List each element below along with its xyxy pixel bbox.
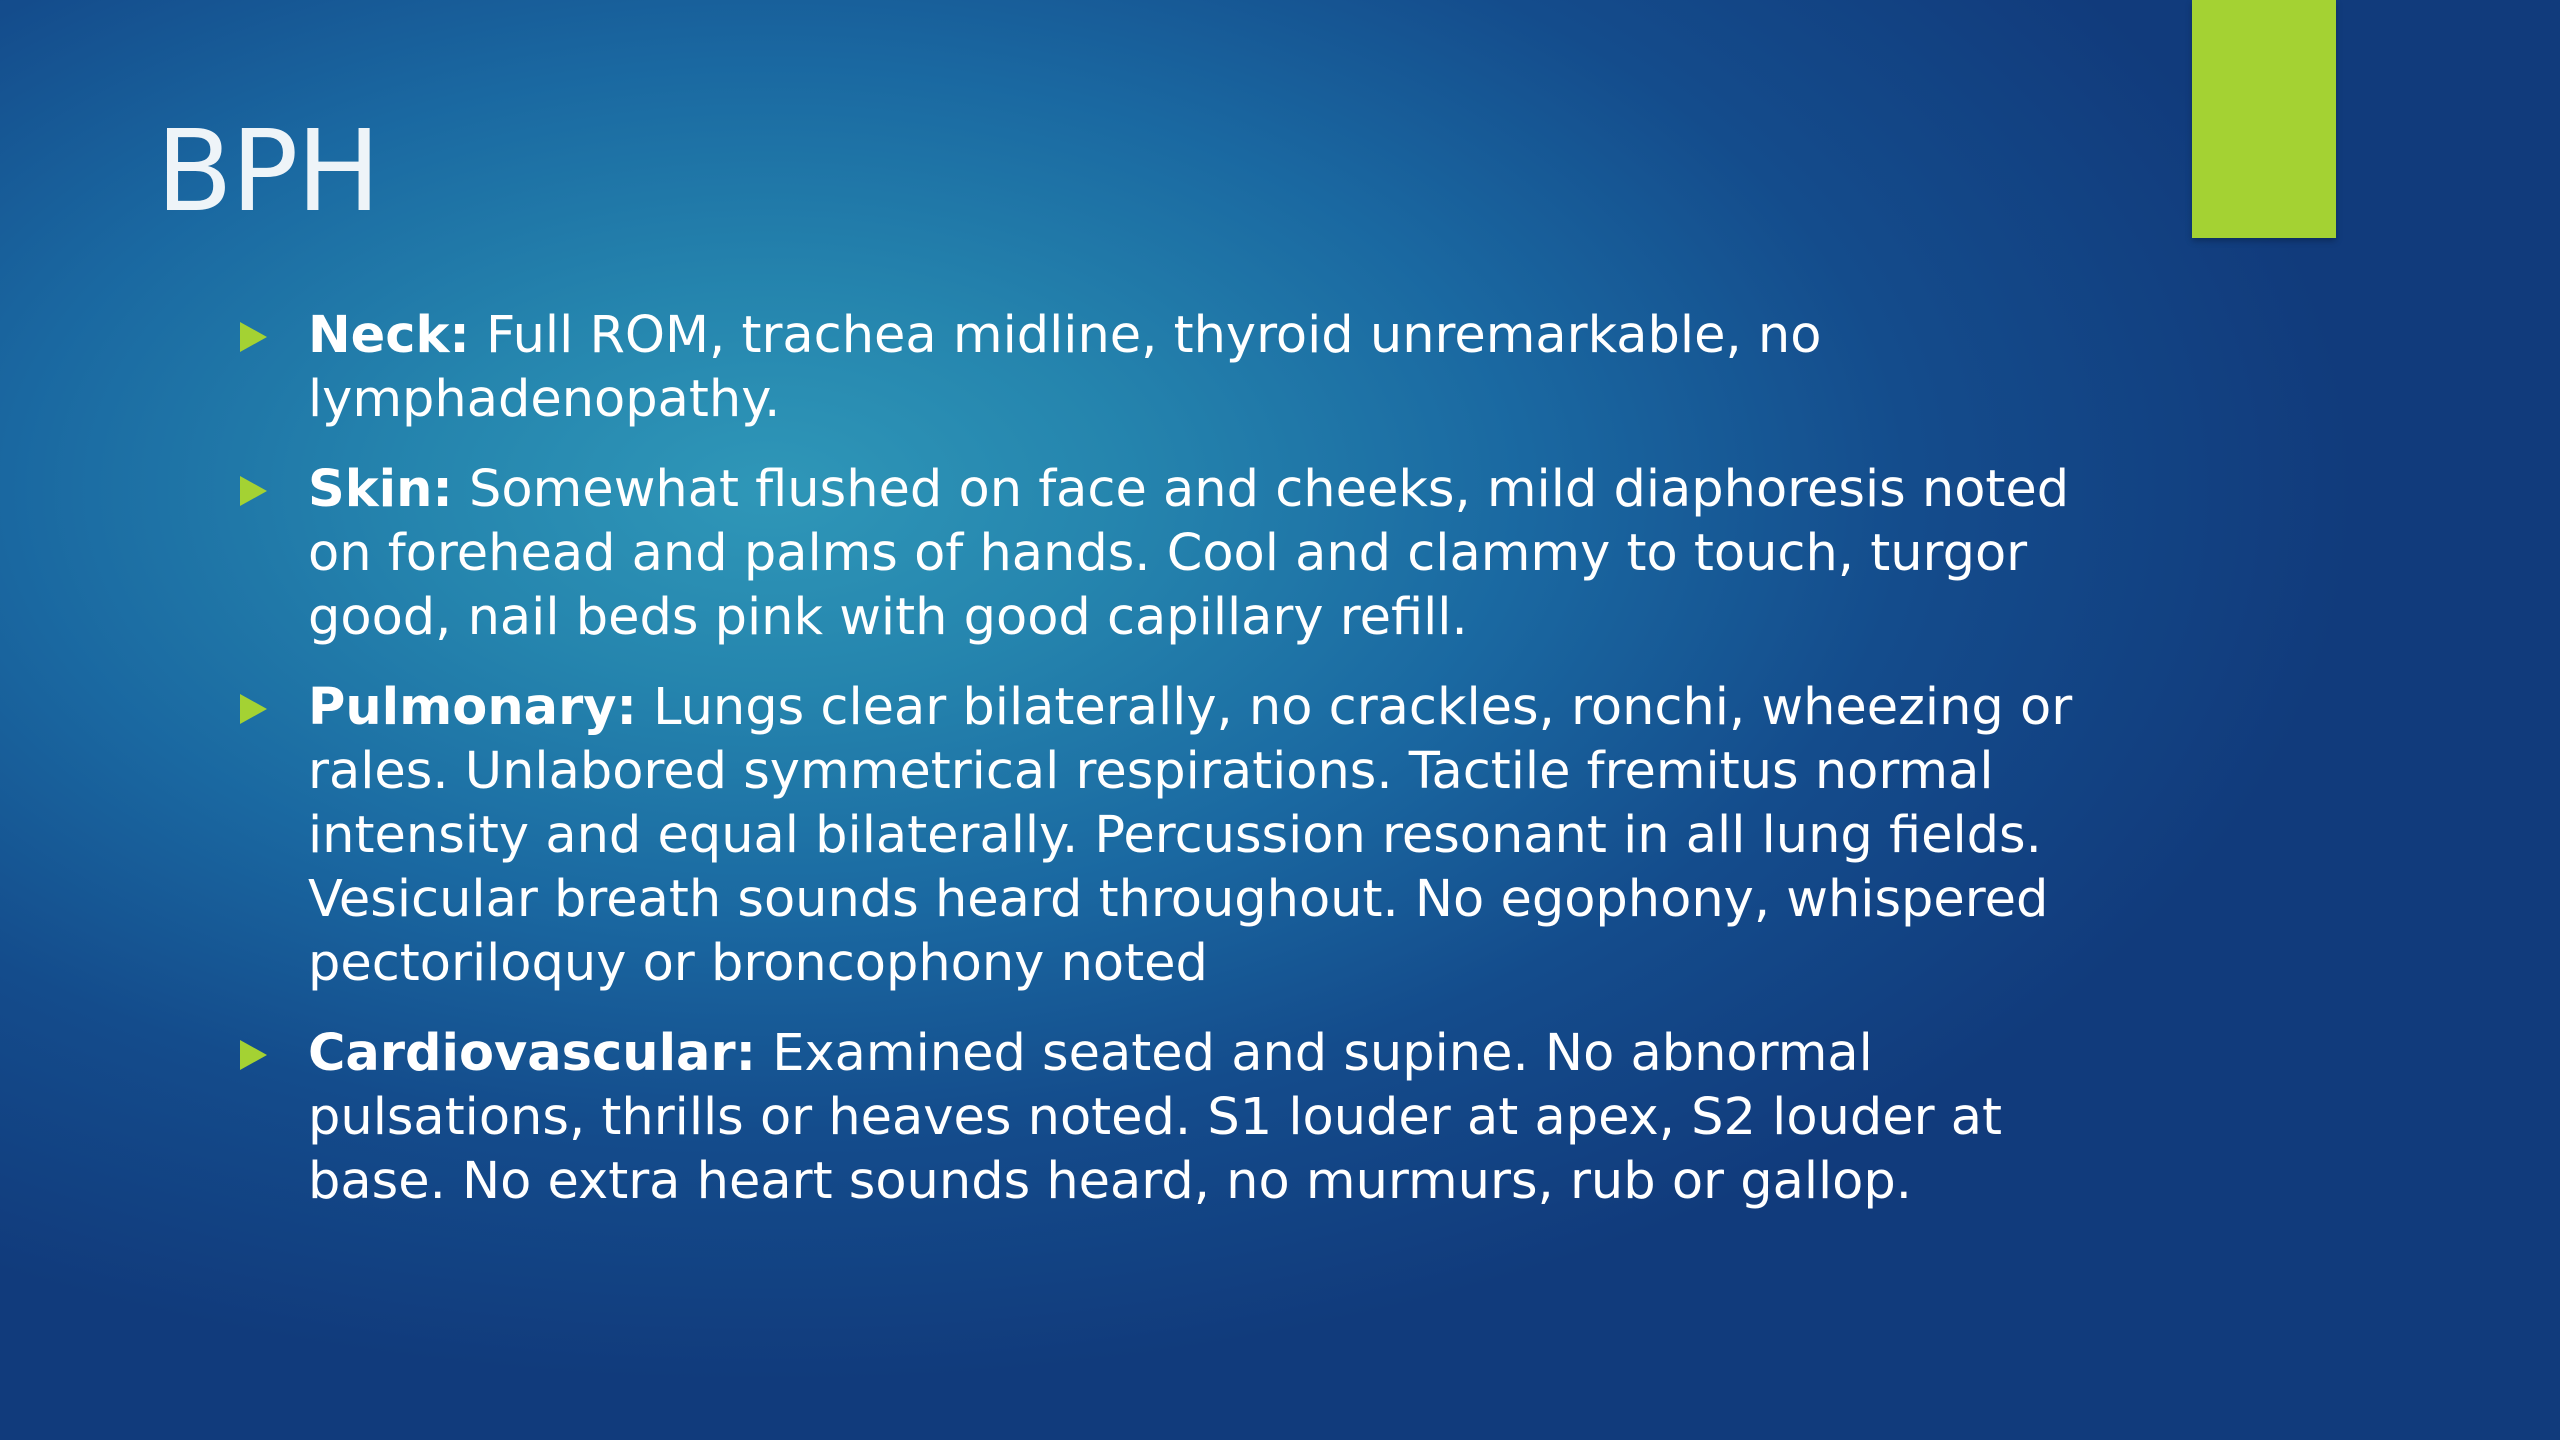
bullet-label: Cardiovascular: — [308, 1024, 757, 1083]
bullet-arrow-icon — [240, 694, 267, 724]
bullet-arrow-icon — [240, 476, 267, 506]
accent-bar — [2192, 0, 2336, 238]
bullet-text: Full ROM, trachea midline, thyroid unremarkable, no lymphadenopathy. — [308, 306, 1822, 429]
bullet-arrow-icon — [240, 1040, 267, 1070]
bullet-label: Neck: — [308, 306, 470, 365]
bullet-text: Examined seated and supine. No abnormal pulsations, thrills or heaves noted. S1 louder at apex, S2 louder at base. No extra heart sounds heard, no murmurs, rub or gallop. — [308, 1024, 2003, 1211]
bullet-list — [236, 304, 2146, 1240]
bullet-text: Lungs clear bilaterally, no crackles, ronchi, wheezing or rales. Unlabored symmetrical respirations. Tactile fremitus normal intensity and equal bilaterally. Percussion resonant in all lung fields. Vesicular breath sounds heard throughout. No egophony, whispered pectoriloquy or broncophony noted — [308, 678, 2073, 993]
bullet-label: Skin: — [308, 460, 453, 519]
bullet-item-neck — [236, 304, 2146, 432]
bullet-item-cardiovascular — [236, 1022, 2146, 1214]
bullet-item-skin — [236, 458, 2146, 650]
slide-title: BPH — [156, 107, 379, 237]
bullet-arrow-icon — [240, 322, 267, 352]
bullet-label: Pulmonary: — [308, 678, 637, 737]
bullet-item-pulmonary — [236, 676, 2146, 996]
bullet-text: Somewhat flushed on face and cheeks, mild diaphoresis noted on forehead and palms of hands. Cool and clammy to touch, turgor good, nail beds pink with good capillary refill. — [308, 460, 2070, 647]
